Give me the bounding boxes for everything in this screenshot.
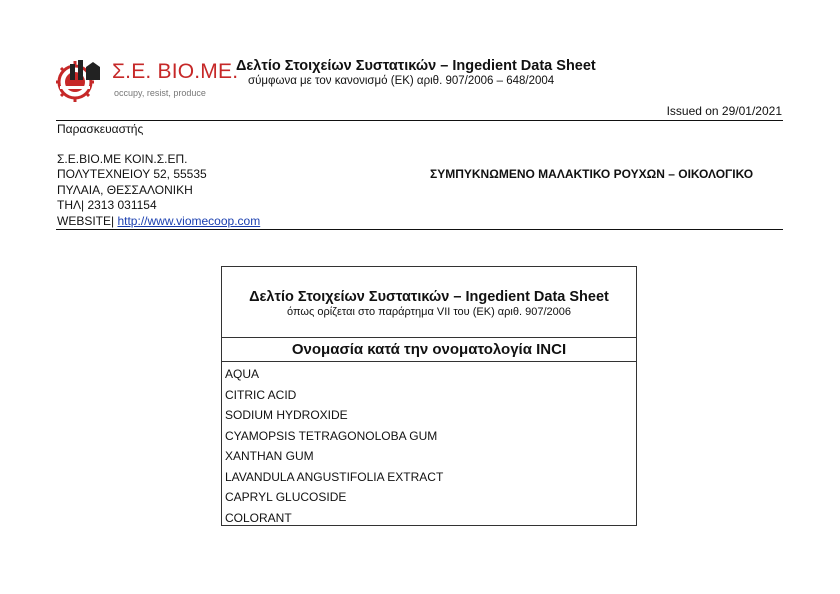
manufacturer-city: ΠΥΛΑΙΑ, ΘΕΣΣΑΛΟΝΙΚΗ	[57, 182, 193, 197]
ingredient-row: XANTHAN GUM	[225, 449, 314, 463]
ingredient-list	[222, 362, 636, 528]
table-title: Δελτίο Στοιχείων Συστατικών – Ingedient Data Sheet	[249, 289, 609, 305]
ingredient-row: LAVANDULA ANGUSTIFOLIA EXTRACT	[225, 469, 444, 484]
company-logo	[56, 58, 239, 104]
ingredient-row: CAPRYL GLUCOSIDE	[225, 490, 347, 504]
manufacturer-address	[57, 152, 260, 229]
manufacturer-street: ΠΟΛΥΤΕΧΝΕΙΟΥ 52, 55535	[57, 167, 207, 182]
ingredient-row: COLORANT	[225, 510, 292, 525]
manufacturer-phone: ΤΗΛ| 2313 031154	[57, 198, 157, 213]
product-name: ΣΥΜΠΥΚΝΩΜΕΝΟ ΜΑΛΑΚΤΙΚΟ ΡΟΥΧΩΝ – ΟΙΚΟΛΟΓΙΚΟ	[430, 167, 754, 181]
section-divider	[56, 229, 783, 230]
manufacturer-name: Σ.Ε.ΒΙΟ.ΜΕ ΚΟΙΝ.Σ.ΕΠ.	[57, 152, 188, 166]
table-subtitle: όπως ορίζεται στο παράρτημα VII του (ΕΚ) αριθ. 907/2006	[287, 306, 571, 318]
ingredient-row: SODIUM HYDROXIDE	[225, 408, 348, 422]
logo-name: Σ.Ε. ΒΙΟ.ΜΕ.	[112, 60, 239, 83]
issued-date: Issued on 29/01/2021	[666, 104, 782, 118]
table-header	[222, 267, 636, 338]
ingredient-table	[221, 266, 637, 526]
manufacturer-label: Παρασκευαστής	[57, 122, 144, 136]
ingredient-row: CITRIC ACID	[225, 387, 297, 402]
logo-tagline: occupy, resist, produce	[114, 88, 206, 98]
document-subtitle: σύμφωνα με τον κανονισμό (ΕΚ) αριθ. 907/2006 – 648/2004	[248, 75, 555, 87]
ingredient-row: CYAMOPSIS TETRAGONOLOBA GUM	[225, 428, 438, 443]
document-title: Δελτίο Στοιχείων Συστατικών – Ingedient Data Sheet	[236, 58, 596, 74]
header-divider	[56, 120, 783, 121]
factory-gear-icon	[56, 58, 108, 102]
inci-column-header: Ονομασία κατά την ονοματολογία INCI	[222, 338, 636, 362]
website-label: WEBSITE|	[57, 213, 115, 228]
website-line	[57, 214, 260, 229]
website-link[interactable]: http://www.viomecoop.com	[117, 213, 261, 228]
ingredient-row: AQUA	[225, 367, 260, 381]
